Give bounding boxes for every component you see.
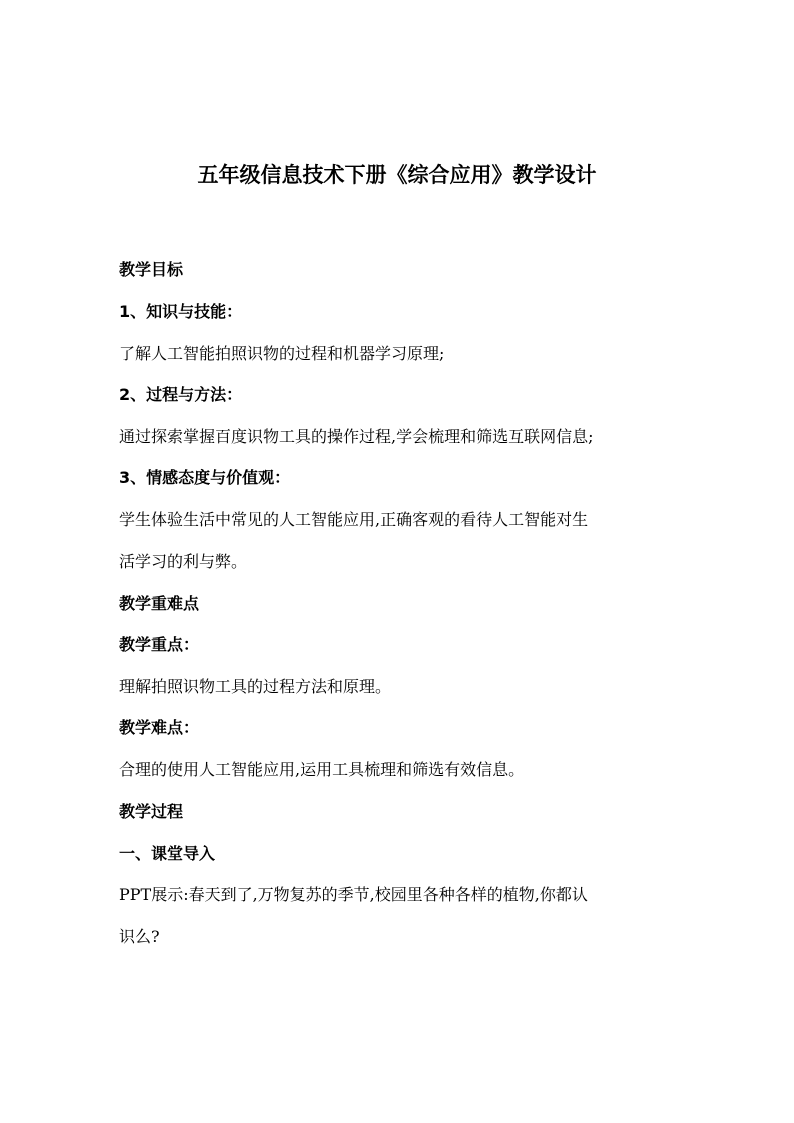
paragraph-line: 合理的使用人工智能应用,运用工具梳理和筛选有效信息。 [119, 760, 525, 779]
paragraph-line: 活学习的利与弊。 [119, 552, 248, 571]
paragraph-line: 学生体验生活中常见的人工智能应用,正确客观的看待人工智能对生 [119, 510, 589, 529]
subheading-difficult-points: 教学难点： [119, 718, 200, 737]
section-heading-teaching-goals: 教学目标 [119, 260, 184, 279]
subheading-knowledge-skills: 1、知识与技能： [119, 302, 243, 321]
paragraph-line: 通过探索掌握百度识物工具的操作过程,学会梳理和筛选互联网信息; [119, 427, 594, 446]
paragraph-line: 了解人工智能拍照识物的过程和机器学习原理; [119, 344, 445, 363]
section-heading-key-difficult-points: 教学重难点 [119, 594, 200, 613]
subheading-emotion-values: 3、情感态度与价值观： [119, 468, 291, 487]
document-title: 五年级信息技术下册《综合应用》教学设计 [197, 163, 597, 187]
subheading-class-introduction: 一、课堂导入 [119, 844, 216, 863]
section-heading-teaching-process: 教学过程 [119, 802, 184, 821]
paragraph-line: 理解拍照识物工具的过程方法和原理。 [119, 677, 392, 696]
paragraph-line: 识么? [119, 927, 160, 946]
paragraph-line: PPT展示:春天到了,万物复苏的季节,校园里各种各样的植物,你都认 [119, 885, 588, 904]
subheading-key-points: 教学重点： [119, 635, 200, 654]
subheading-process-method: 2、过程与方法： [119, 385, 243, 404]
